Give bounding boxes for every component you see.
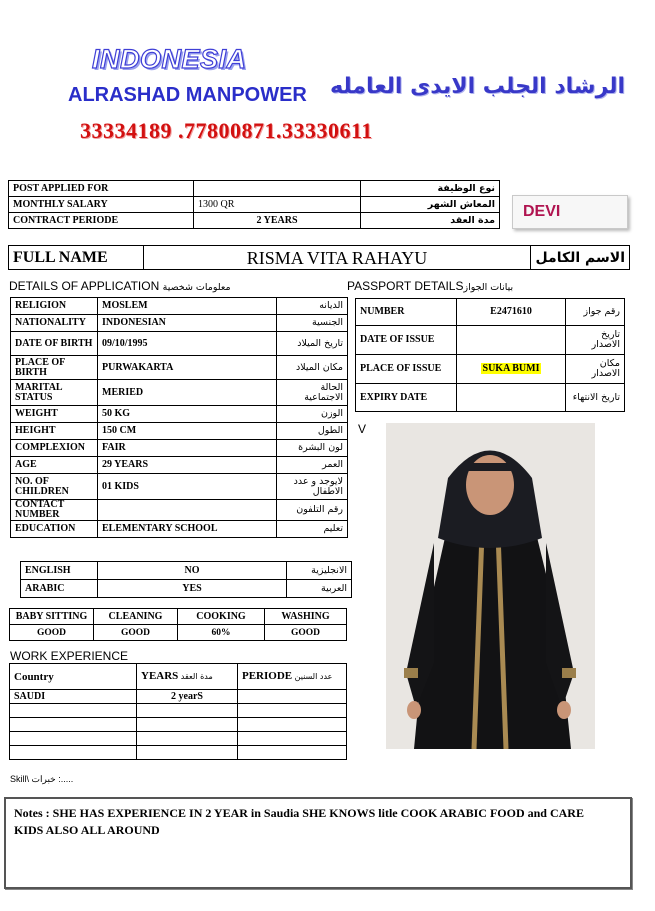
language-value: NO (98, 562, 287, 580)
skill-value: GOOD (265, 625, 347, 641)
application-label: NATIONALITY (11, 315, 98, 332)
company-name: ALRASHAD MANPOWER (68, 84, 307, 106)
phone-numbers: 33334189 .77800871.33330611 (80, 118, 373, 143)
language-label-arabic: العربية (287, 580, 352, 598)
application-title: DETAILS OF APPLICATION (9, 279, 160, 293)
experience-periode (238, 704, 347, 718)
photo-mark: V (358, 422, 367, 436)
application-label-arabic: الوزن (277, 406, 348, 423)
application-label: PLACE OF BIRTH (11, 356, 98, 380)
application-value: PURWAKARTA (98, 356, 277, 380)
experience-country (10, 746, 137, 760)
language-value: YES (98, 580, 287, 598)
application-label: CONTACT NUMBER (11, 500, 98, 521)
skill-header: WASHING (265, 609, 347, 625)
application-row (11, 440, 348, 457)
experience-country: SAUDI (10, 690, 137, 704)
country-title: INDONESIA (92, 44, 247, 74)
experience-header-years (137, 664, 238, 690)
application-label: DATE OF BIRTH (11, 332, 98, 356)
skill-value: GOOD (10, 625, 94, 641)
application-value: INDONESIAN (98, 315, 277, 332)
experience-years: 2 yearS (137, 690, 238, 704)
skill-header: CLEANING (94, 609, 178, 625)
passport-title-arabic: بيانات الجواز (463, 282, 514, 293)
application-label-arabic: الديانه (277, 298, 348, 315)
experience-periode (238, 732, 347, 746)
application-value: FAIR (98, 440, 277, 457)
years-header-arabic: مدة العقد (180, 672, 213, 681)
application-label-arabic: تعليم (277, 521, 348, 538)
application-row (11, 457, 348, 474)
application-label-arabic: الحالة الاجتماعية (277, 380, 348, 406)
application-title-arabic: معلومات شخصية (162, 282, 231, 293)
application-value: 150 CM (98, 423, 277, 440)
language-table (20, 561, 352, 598)
full-name-table (8, 245, 630, 270)
experience-row (10, 690, 347, 704)
experience-country (10, 732, 137, 746)
passport-label-arabic: تاريخ الاصدار (566, 326, 625, 355)
skill-value: GOOD (94, 625, 178, 641)
passport-label-arabic: مكان الاصدار (566, 355, 625, 384)
experience-table (9, 663, 347, 760)
full-name-label: FULL NAME (9, 246, 144, 270)
passport-label-arabic: تاريخ الانتهاء (566, 384, 625, 412)
application-value: 09/10/1995 (98, 332, 277, 356)
skill-value: 60% (178, 625, 265, 641)
passport-value-place (457, 355, 566, 384)
skill-header: BABY SITTING (10, 609, 94, 625)
experience-periode (238, 718, 347, 732)
passport-table (355, 298, 625, 412)
application-label-arabic: لون البشرة (277, 440, 348, 457)
language-label: ENGLISH (21, 562, 98, 580)
job-label-arabic: المعاش الشهر (361, 197, 500, 213)
application-label-arabic: الطول (277, 423, 348, 440)
application-label: MARITAL STATUS (11, 380, 98, 406)
job-label: MONTHLY SALARY (9, 197, 194, 213)
experience-periode (238, 746, 347, 760)
language-label: ARABIC (21, 580, 98, 598)
experience-row (10, 718, 347, 732)
experience-years (137, 718, 238, 732)
passport-label-arabic: رقم جواز (566, 299, 625, 326)
passport-label: DATE OF ISSUE (356, 326, 457, 355)
application-row (11, 356, 348, 380)
application-label: RELIGION (11, 298, 98, 315)
passport-value (457, 384, 566, 412)
periode-header-arabic: عدد السنين (294, 672, 333, 681)
experience-years (137, 732, 238, 746)
application-label-arabic: مكان الميلاد (277, 356, 348, 380)
skill-line: Skill\ خبرات :..... (10, 774, 74, 784)
application-label: NO. OF CHILDREN (11, 474, 98, 500)
application-label: COMPLEXION (11, 440, 98, 457)
job-table (8, 180, 500, 229)
application-label: EDUCATION (11, 521, 98, 538)
years-header-label: YEARS (141, 670, 179, 682)
application-label-arabic: العمر (277, 457, 348, 474)
experience-years (137, 704, 238, 718)
skills-table (9, 608, 347, 641)
applicant-photo (386, 423, 595, 749)
applicant-code: DEVI (523, 203, 561, 220)
periode-header-label: PERIODE (242, 670, 293, 682)
passport-place-highlight: SUKA BUMI (482, 363, 540, 374)
application-row (11, 474, 348, 500)
application-label: AGE (11, 457, 98, 474)
passport-section-title (347, 279, 513, 293)
application-label: HEIGHT (11, 423, 98, 440)
job-value: 1300 QR (194, 197, 361, 213)
work-experience-title: WORK EXPERIENCE (10, 649, 129, 663)
job-label: POST APPLIED FOR (9, 181, 194, 197)
skill-header: COOKING (178, 609, 265, 625)
passport-value (457, 326, 566, 355)
passport-title: PASSPORT DETAILS (347, 279, 464, 293)
application-label-arabic: الجنسية (277, 315, 348, 332)
experience-years (137, 746, 238, 760)
application-label-arabic: رقم التلفون (277, 500, 348, 521)
notes-box (4, 797, 632, 889)
application-value: 50 KG (98, 406, 277, 423)
job-label: CONTRACT PERIODE (9, 213, 194, 229)
application-label-arabic: تاريخ الميلاد (277, 332, 348, 356)
application-table (10, 297, 348, 538)
experience-header-periode (238, 664, 347, 690)
experience-header-country: Country (10, 664, 137, 690)
application-row (11, 315, 348, 332)
full-name-label-arabic: الاسم الكامل (531, 246, 630, 270)
application-value: ELEMENTARY SCHOOL (98, 521, 277, 538)
experience-row (10, 732, 347, 746)
application-row (11, 521, 348, 538)
applicant-code-box (512, 195, 628, 229)
application-row (11, 332, 348, 356)
company-name-arabic: الرشاد الجلب الايدى العامله (330, 74, 626, 99)
application-label-arabic: لايوجد و عدد الاطفال (277, 474, 348, 500)
application-row (11, 406, 348, 423)
passport-label: NUMBER (356, 299, 457, 326)
experience-periode (238, 690, 347, 704)
application-section-title (9, 279, 231, 293)
application-value: 01 KIDS (98, 474, 277, 500)
experience-row (10, 746, 347, 760)
job-label-arabic: نوع الوظيفة (361, 181, 500, 197)
language-label-arabic: الانجليزية (287, 562, 352, 580)
application-value (98, 500, 277, 521)
passport-label: EXPIRY DATE (356, 384, 457, 412)
application-value: 29 YEARS (98, 457, 277, 474)
application-row (11, 380, 348, 406)
passport-value: E2471610 (457, 299, 566, 326)
experience-country (10, 704, 137, 718)
passport-label: PLACE OF ISSUE (356, 355, 457, 384)
application-label: WEIGHT (11, 406, 98, 423)
application-row (11, 500, 348, 521)
application-row (11, 298, 348, 315)
job-value (194, 181, 361, 197)
application-value: MOSLEM (98, 298, 277, 315)
job-label-arabic: مدة العقد (361, 213, 500, 229)
full-name-value: RISMA VITA RAHAYU (144, 246, 531, 270)
application-row (11, 423, 348, 440)
notes-text: Notes : SHE HAS EXPERIENCE IN 2 YEAR in Saudia SHE KNOWS litle COOK ARABIC FOOD and CARE KIDS ALSO ALL AROUND (14, 806, 584, 837)
experience-row (10, 704, 347, 718)
applicant-photo-image (386, 423, 595, 749)
application-value: MERIED (98, 380, 277, 406)
job-value: 2 YEARS (194, 213, 361, 229)
experience-country (10, 718, 137, 732)
